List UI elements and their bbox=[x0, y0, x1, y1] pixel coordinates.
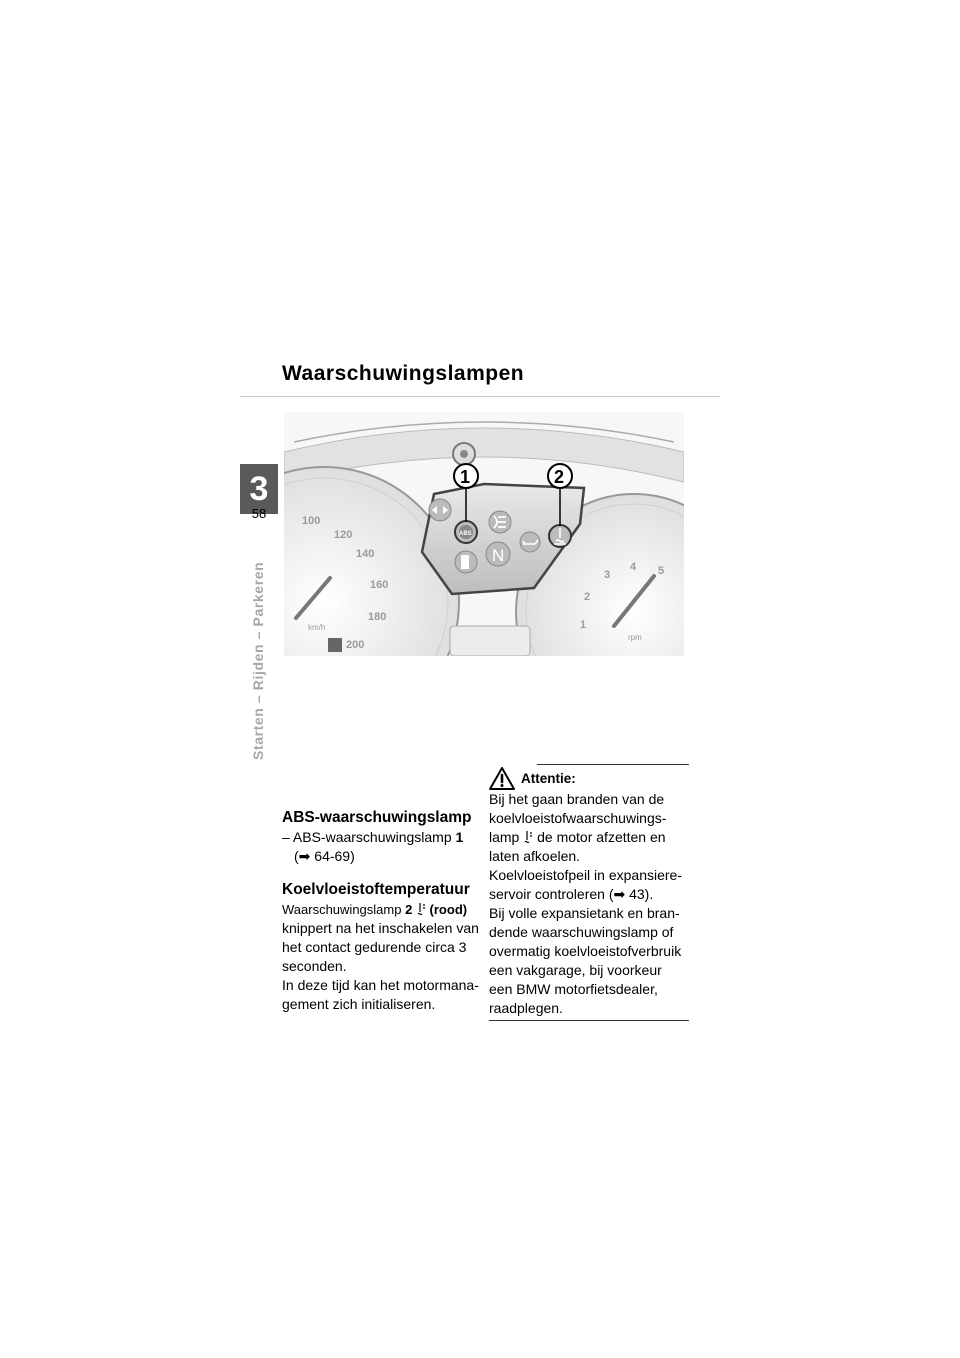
abs-item-link[interactable]: (➡ 64-69) bbox=[294, 848, 355, 864]
attention-line-11: een BMW motorfietsdealer, bbox=[489, 981, 658, 997]
abs-item-ref: 1 bbox=[455, 829, 464, 845]
page-title: Waarschuwingslampen bbox=[282, 362, 525, 385]
speedo-tick-180: 180 bbox=[368, 611, 387, 623]
speedo-tick-100: 100 bbox=[302, 515, 321, 527]
attention-line-10: een vakgarage, bij voorkeur bbox=[489, 962, 662, 978]
coolant-line-5: gement zich initialiseren. bbox=[282, 996, 436, 1012]
attention-header bbox=[489, 767, 689, 790]
coolant-intro-text: Waarschuwingslamp bbox=[282, 902, 406, 917]
coolant-line-2: het contact gedurende circa 3 bbox=[282, 939, 467, 955]
attention-top-rule bbox=[537, 764, 689, 765]
attention-line-3 bbox=[489, 828, 689, 847]
attention-line-12: raadplegen. bbox=[489, 1000, 563, 1016]
warning-triangle-icon bbox=[489, 767, 515, 790]
coolant-intro-color: (rood) bbox=[429, 902, 468, 917]
tacho-tick-3: 3 bbox=[604, 569, 611, 581]
attention-line-8: dende waarschuwingslamp of bbox=[489, 924, 674, 940]
abs-item bbox=[282, 828, 482, 847]
attention-box bbox=[489, 764, 689, 1021]
attention-line-2: koelvloeistofwaarschuwings- bbox=[489, 810, 667, 826]
coolant-intro bbox=[282, 900, 482, 919]
attention-line-4: laten afkoelen. bbox=[489, 848, 581, 864]
abs-item-text: – ABS-waarschuwingslamp bbox=[282, 829, 456, 845]
speedo-tick-200: 200 bbox=[346, 639, 365, 651]
center-knob-dot bbox=[460, 450, 468, 458]
tacho-unit: rpm bbox=[628, 633, 642, 642]
instrument-cluster-illustration bbox=[284, 412, 684, 656]
fuel-reserve-icon bbox=[455, 551, 477, 573]
coolant-line-3: seconden. bbox=[282, 958, 347, 974]
attention-line-3-prefix: lamp bbox=[489, 829, 524, 845]
title-rule bbox=[240, 396, 720, 397]
attention-line-7: Bij volle expansietank en bran- bbox=[489, 905, 680, 921]
coolant-line-1: knippert na het inschakelen van bbox=[282, 920, 479, 936]
coolant-intro-ref: 2 bbox=[405, 902, 413, 917]
chapter-tab: 3 bbox=[240, 464, 278, 514]
tacho-tick-2: 2 bbox=[584, 591, 591, 603]
page-number: 58 bbox=[251, 506, 267, 521]
callout-label-1: 1 bbox=[460, 467, 471, 487]
tacho-tick-5: 5 bbox=[658, 565, 665, 577]
chapter-side-title: Starten – Rijden – Parkeren bbox=[250, 561, 266, 760]
coolant-line-4: In deze tijd kan het motormana- bbox=[282, 977, 479, 993]
speedo-tick-120: 120 bbox=[334, 529, 353, 541]
attention-line-5: Koelvloeistofpeil in expansiere- bbox=[489, 867, 682, 883]
attention-line-6[interactable]: servoir controleren (➡ 43). bbox=[489, 886, 654, 902]
odometer-digit bbox=[328, 638, 342, 652]
abs-warning-icon bbox=[455, 521, 477, 543]
attention-line-9: overmatig koelvloeistofverbruik bbox=[489, 943, 682, 959]
coolant-temp-inline-icon bbox=[523, 830, 533, 844]
speedo-tick-140: 140 bbox=[356, 548, 375, 560]
attention-line-3-suffix: de motor afzetten en bbox=[533, 829, 666, 845]
oil-pressure-icon bbox=[520, 532, 540, 552]
lcd-display bbox=[450, 626, 530, 656]
attention-line-1: Bij het gaan branden van de bbox=[489, 791, 665, 807]
abs-section-heading: ABS-waarschuwingslamp bbox=[282, 809, 472, 826]
turn-signal-icon bbox=[429, 499, 451, 521]
coolant-section-heading: Koelvloeistoftemperatuur bbox=[282, 881, 470, 898]
coolant-temperature-icon bbox=[549, 525, 571, 547]
attention-heading: Attentie: bbox=[521, 771, 576, 786]
speedo-unit: km/h bbox=[308, 623, 326, 632]
left-column bbox=[282, 808, 482, 1014]
speedo-tick-160: 160 bbox=[370, 579, 389, 591]
coolant-temp-small-icon bbox=[416, 902, 426, 916]
tacho-tick-1: 1 bbox=[580, 619, 587, 631]
abs-icon-label: ABS bbox=[459, 531, 472, 537]
callout-label-2: 2 bbox=[554, 467, 565, 487]
neutral-indicator-icon bbox=[486, 542, 510, 566]
neutral-label: N bbox=[492, 546, 505, 565]
headlight-icon bbox=[489, 511, 511, 533]
tacho-tick-4: 4 bbox=[630, 561, 637, 573]
attention-bottom-rule bbox=[489, 1020, 689, 1021]
